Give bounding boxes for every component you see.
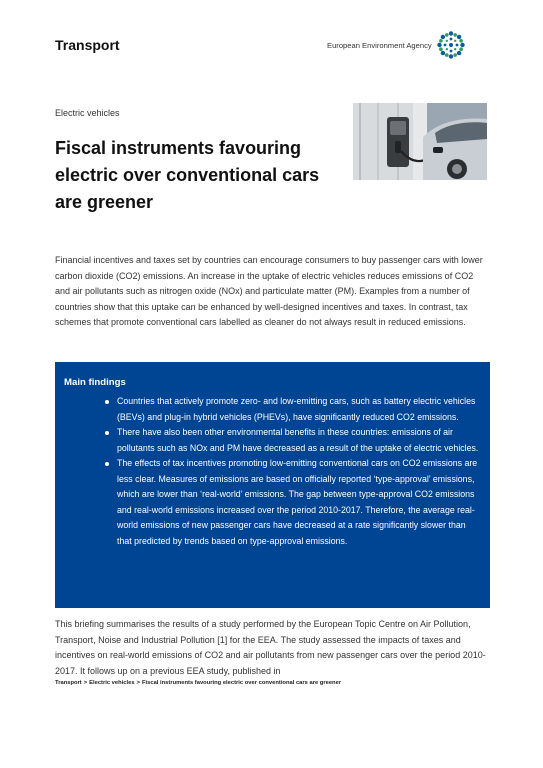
summary-text: This briefing summarises the [55,619,173,629]
article-title: Fiscal instruments favouring electric over conventional cars are greener [55,138,320,212]
main-findings-heading: Main findings [64,377,126,388]
breadcrumb [55,680,495,686]
eea-study-link[interactable]: EEA study [186,665,228,676]
bullet-icon [105,400,109,404]
finding-text: Countries that actively promote zero- and low-emitting cars, such as battery electric vehicles (BEVs) and plug-in hybrid vehicles (PHEVs), have significantly reduced CO2 emissions. [117,396,476,422]
briefing-summary [55,617,490,679]
ev-charging-photo [353,103,487,180]
breadcrumb-item-transport[interactable]: Transport [55,680,82,686]
reference-1-link[interactable]: [1] [217,634,228,645]
summary-text: assessed the impacts of taxes and incentives on real-world emissions of CO2 and air pollutants from new passenger cars over the period 2010-2017. It follows up on a previous [55,634,486,676]
finding-item [117,425,480,456]
section-title: Transport [55,37,120,53]
article-intro: Financial incentives and taxes set by countries can encourage consumers to buy passenger cars with lower carbon dioxide (CO2) emissions. An increase in the uptake of electric vehicles reduces emissions of CO2 and air pollutants such as nitrogen oxide (NOx) and particulate matter (PM). Examples from a number of countries show that this uptake can be enhanced by well-designed incentives and taxes. In contrast, tax schemes that promote conventional cars labelled as cleaner do not always result in reduced emissions. [55,255,483,327]
breadcrumb-separator: > [83,680,88,686]
article-category: Electric vehicles [55,108,120,118]
study-link[interactable]: study [298,634,321,645]
finding-text: The effects of tax incentives promoting low-emitting conventional cars on CO2 emissions are less clear. Measures of emissions are based on officially reported ‘type-approval’ emissions, which are lower than ‘real-world’ emissions. The gap between type-approval CO2 emissions and real-world emissions increased over the period 2010-2017. Therefore, the average real-world emissions of new passenger cars have decreased at a rate significantly slower than that predicted by trends based on type-approval emissions. [117,458,478,546]
results-of-study-link[interactable]: results of a study [172,619,241,629]
bullet-icon [105,431,109,435]
agency-name: European Environment Agency [327,40,432,50]
breadcrumb-item-electric-vehicles[interactable]: Electric vehicles [89,680,135,686]
bullet-icon [105,462,109,466]
finding-text: There have also been other environmental benefits in these countries: emissions of air pollutants such as NOx and PM have decreased as a result of the uptake of electric vehicles. [117,427,479,453]
summary-text: , published in [227,665,281,676]
agency-branding[interactable] [327,28,492,62]
finding-item [117,394,480,425]
main-findings-box [55,362,490,608]
main-findings-list [64,394,480,549]
eea-logo-icon [436,30,466,60]
summary-text: performed by the European Topic Centre on Air Pollution, Transport, Noise and Industrial Pollution [55,619,471,645]
summary-text: for the EEA. The [227,634,299,645]
breadcrumb-item-current: Fiscal instruments favouring electric over conventional cars are greener [141,680,342,686]
breadcrumb-separator: > [136,680,140,686]
finding-item [117,456,480,549]
